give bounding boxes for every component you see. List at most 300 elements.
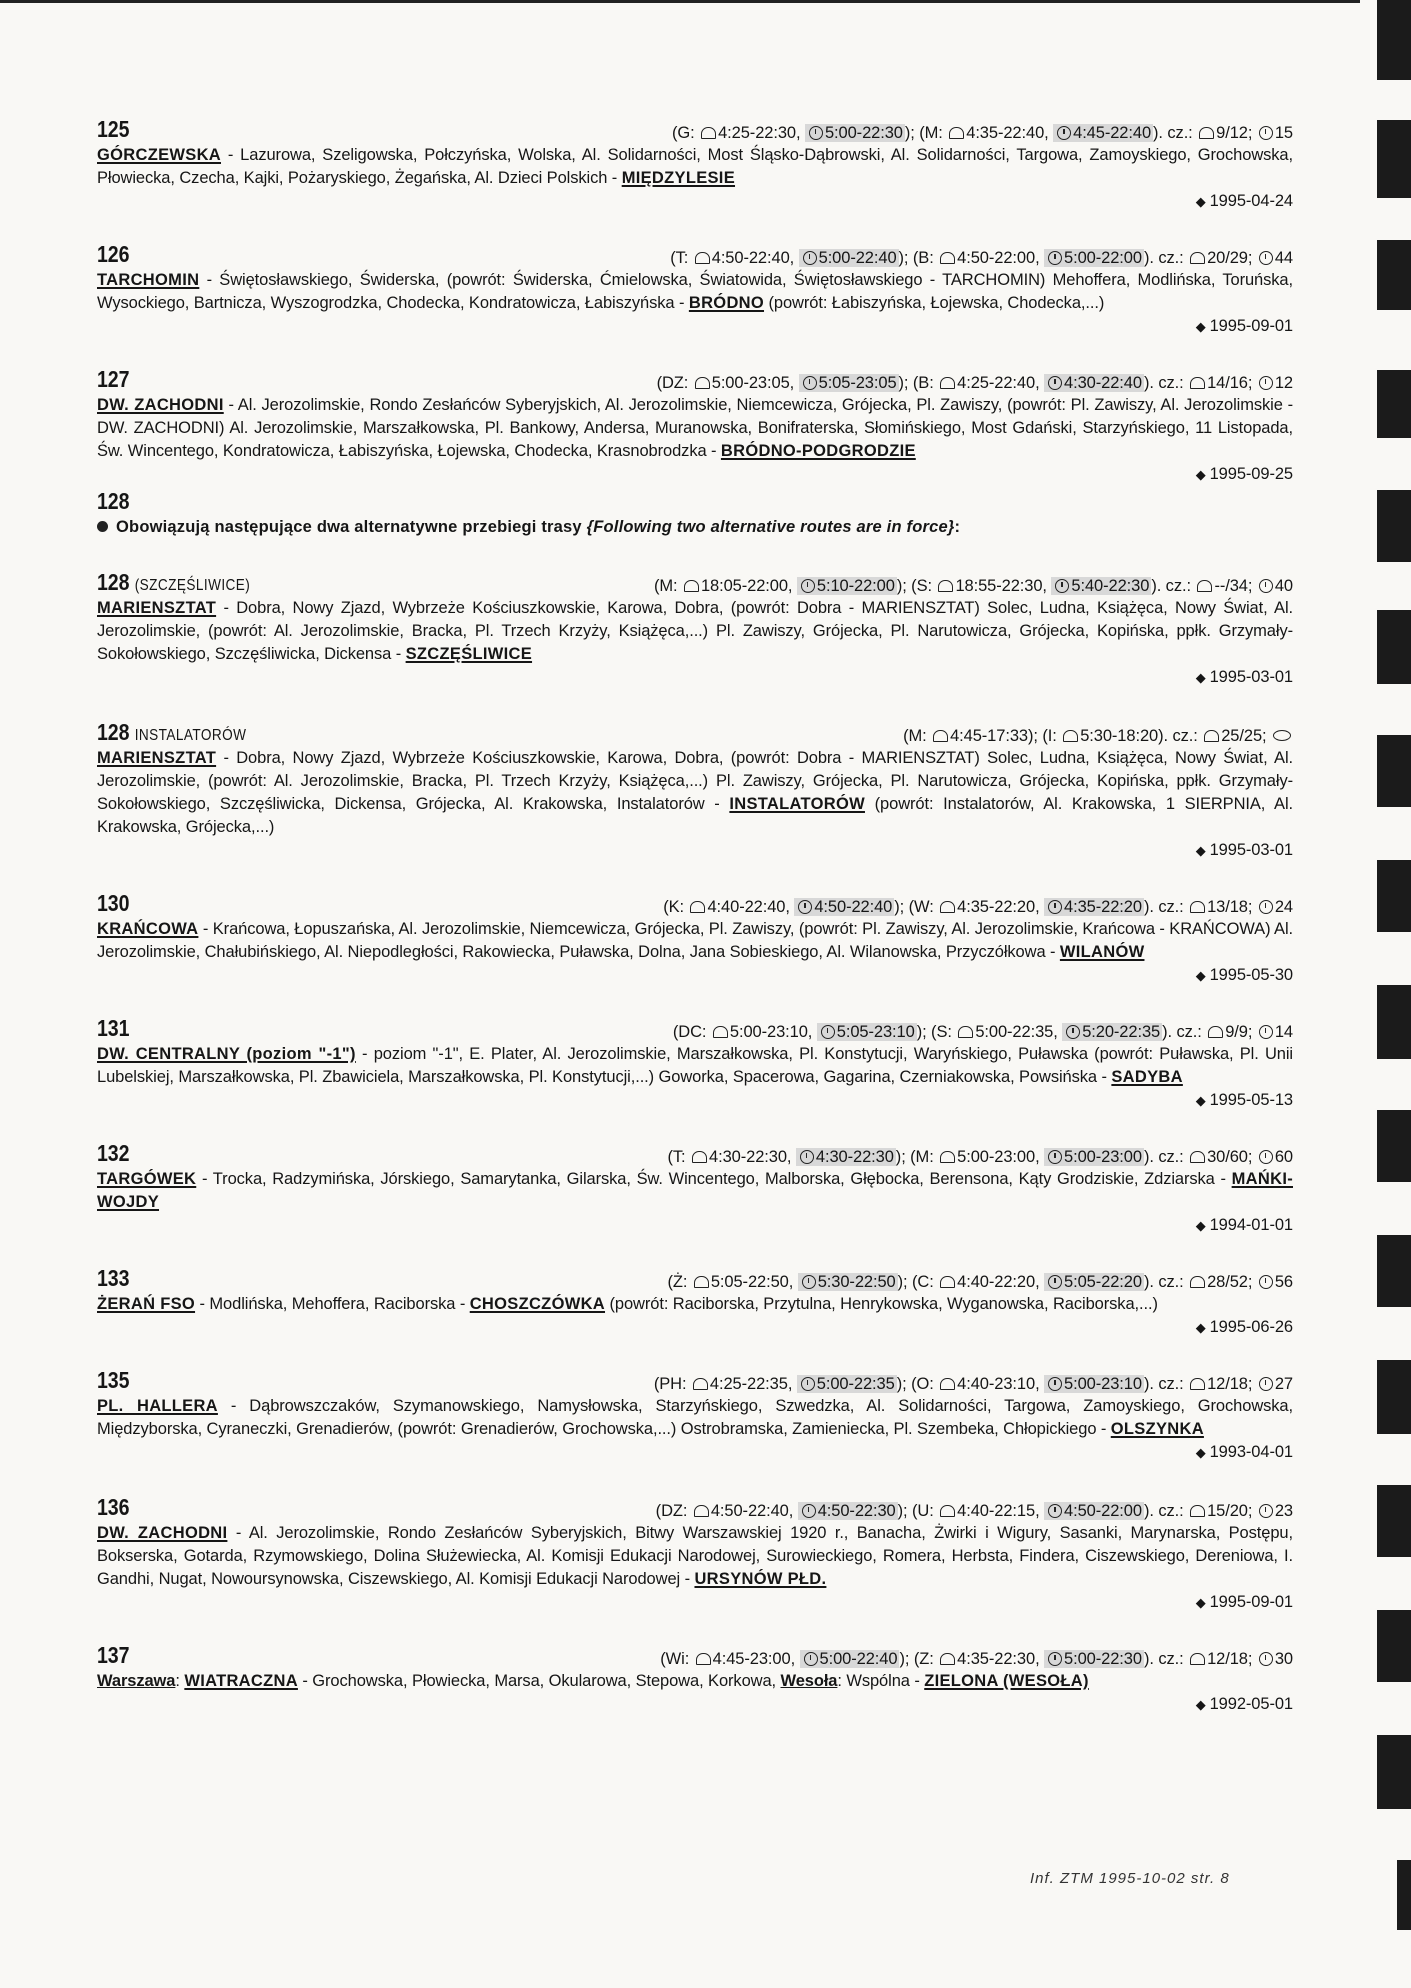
weekday-icon <box>1190 1276 1205 1288</box>
route-description <box>97 269 1293 315</box>
binding-tab <box>1377 490 1411 562</box>
frequency-label: ). cz.: <box>1143 249 1184 267</box>
weekday-icon <box>1190 1505 1205 1517</box>
route-number-text: 125 <box>97 116 130 142</box>
binding-tab <box>1377 1485 1411 1557</box>
holiday-icon <box>804 1652 818 1666</box>
terminus-end: MIĘDZYLESIE <box>621 169 736 187</box>
holiday-icon <box>1259 376 1273 390</box>
weekday-hours-1: 5:05-22:50, <box>710 1273 794 1291</box>
holiday-hours-1 <box>798 1502 898 1520</box>
holiday-hours-2 <box>1044 1650 1144 1668</box>
weekday-icon <box>684 580 699 592</box>
weekday-icon <box>940 1653 955 1665</box>
weekday-hours-2: 4:35-22:40, <box>966 124 1049 142</box>
route-number <box>97 1496 129 1519</box>
weekday-icon <box>692 1151 707 1163</box>
terminus-start: ŻERAŃ FSO <box>97 1295 196 1313</box>
frequency-weekday: 13/18; <box>1207 898 1253 916</box>
holiday-hours-text: 5:00-22:00 <box>1064 249 1142 267</box>
route-entry <box>97 719 1293 862</box>
route-number-text: 136 <box>97 1494 130 1520</box>
route-entry <box>97 1642 1293 1716</box>
terminus-end: OLSZYNKA <box>1110 1420 1204 1438</box>
binding-tab <box>1377 1235 1411 1307</box>
frequency-weekday: 12/18; <box>1207 1650 1253 1668</box>
frequency-info <box>654 1373 1293 1396</box>
weekday-hours-1: 4:50-22:40, <box>710 1502 794 1520</box>
frequency-holiday: 12 <box>1274 374 1293 392</box>
holiday-hours-text: 5:00-23:00 <box>1064 1148 1142 1166</box>
weekday-icon <box>1063 730 1078 742</box>
holiday-icon <box>1259 251 1273 265</box>
route-description <box>97 747 1293 839</box>
weekday-hours-2: 18:55-22:30, <box>955 577 1047 595</box>
route-header <box>97 116 1293 144</box>
depot-1: (DZ: <box>656 374 689 392</box>
depot-2: ); (M: <box>904 124 943 142</box>
weekday-icon <box>1199 127 1214 139</box>
route-description <box>97 1522 1293 1591</box>
frequency-holiday: 15 <box>1274 124 1293 142</box>
route-streets: - poziom "-1", E. Plater, Al. Jerozolimskie, Marszałkowska, Pl. Konstytucji, Waryńskiego, Puławska (powrót: Puławska, Pl. Unii Lubelskiej, Marszałkowska, Pl. Zbawiciela, Marszałkowska, Pl. Konstytucji,...) Goworka, Spacerowa, Gagarina, Czerniakowska, Powsińska - <box>97 1045 1294 1086</box>
effective-date <box>97 463 1293 486</box>
holiday-hours-text: 4:50-22:00 <box>1064 1502 1142 1520</box>
depot-1: (Wi: <box>660 1650 690 1668</box>
holiday-hours-1 <box>817 1023 917 1041</box>
holiday-icon <box>1259 1377 1273 1391</box>
frequency-info <box>654 575 1293 598</box>
depot-2: ); (B: <box>898 374 934 392</box>
diamond-icon: ◆ <box>1195 1218 1206 1233</box>
binding-tab <box>1377 370 1411 438</box>
no-holiday-service-icon <box>1273 730 1291 741</box>
holiday-hours-text: 4:35-22:20 <box>1064 898 1142 916</box>
holiday-hours-2 <box>1044 1502 1144 1520</box>
frequency-label: ). cz.: <box>1153 124 1193 142</box>
binding-tab <box>1377 240 1411 310</box>
territory-label: Wesoła <box>780 1672 838 1690</box>
frequency-holiday: 30 <box>1274 1650 1293 1668</box>
weekday-hours-2: 4:35-22:30, <box>957 1650 1040 1668</box>
weekday-hours-2: 4:40-23:10, <box>957 1375 1040 1393</box>
note-english: {Following two alternative routes are in force} <box>586 518 955 536</box>
terminus-start: TARGÓWEK <box>97 1170 197 1188</box>
holiday-hours-1 <box>794 898 894 916</box>
effective-date <box>97 1441 1293 1464</box>
note-header <box>97 488 1293 516</box>
route-streets: - Dobra, Nowy Zjazd, Wybrzeże Kościuszkowskie, Karowa, Dobra, (powrót: Dobra - MARIENSZTAT) Solec, Ludna, Książęca, Nowy Świat, Al. Jerozolimskie, (powrót: Al. Jerozolimskie, Bracka, Pl. Trzech Krzyży, Książęca,...) Pl. Zawiszy, Grójecka, Pl. Narutowicza, Grójecka, Kopińska, ppłk. Grzymały-Sokołowskiego, Szczęśliwicka, Dickensa, Grójecka, Al. Krakowska, Instalatorów - <box>97 749 1293 813</box>
route-header <box>97 890 1293 918</box>
weekday-hours-2: 5:30-18:20 <box>1080 727 1159 745</box>
holiday-hours-text: 5:05-22:20 <box>1064 1273 1142 1291</box>
route-streets: - Krańcowa, Łopuszańska, Al. Jerozolimskie, Niemcewicza, Grójecka, Pl. Zawiszy, (powrót: Pl. Zawiszy, Al. Jerozolimskie, Krańcowa - KRAŃCOWA) Al. Jerozolimskie, Chałubińskiego, Al. Niepodległości, Rakowiecka, Puławska, Dolna, Jana Sobieskiego, Al. Wilanowska, Przyczółkowa - <box>97 920 1293 961</box>
holiday-hours-text: 5:00-22:35 <box>816 1375 895 1393</box>
depot-2: ); (U: <box>897 1502 934 1520</box>
terminus-start: MARIENSZTAT <box>97 749 217 767</box>
holiday-hours-text: 5:05-23:10 <box>836 1023 915 1041</box>
route-return: : Wspólna - <box>837 1672 925 1690</box>
terminus-start: PL. HALLERA <box>97 1397 218 1415</box>
weekday-icon <box>940 1505 955 1517</box>
route-number-text: 128 <box>97 569 130 595</box>
weekday-icon <box>933 730 948 742</box>
frequency-holiday: 44 <box>1274 249 1293 267</box>
weekday-hours-1: 18:05-22:00, <box>700 577 793 595</box>
binding-tab <box>1377 0 1411 80</box>
frequency-weekday: 20/29; <box>1207 249 1253 267</box>
holiday-icon <box>1048 1150 1062 1164</box>
terminus-end: CHOSZCZÓWKA <box>469 1295 606 1313</box>
weekday-hours-2: 4:25-22:40, <box>957 374 1040 392</box>
holiday-icon <box>1048 1504 1062 1518</box>
effective-date-text: 1995-05-13 <box>1209 1091 1293 1109</box>
terminus-end: ZIELONA (WESOŁA) <box>924 1672 1089 1690</box>
frequency-label: ). cz.: <box>1143 374 1184 392</box>
terminus-start: DW. CENTRALNY (poziom "-1") <box>97 1045 356 1063</box>
binding-tab <box>1377 860 1411 932</box>
frequency-holiday: 23 <box>1274 1502 1293 1520</box>
frequency-holiday: 60 <box>1274 1148 1293 1166</box>
holiday-hours-text: 5:10-22:00 <box>816 577 895 595</box>
terminus-end: MAŃKI-WOJDY <box>97 1170 1293 1211</box>
holiday-icon <box>1259 579 1273 593</box>
holiday-hours-text: 4:45-22:40 <box>1073 124 1152 142</box>
territory-label: Warszawa <box>97 1672 176 1690</box>
route-number <box>97 118 129 141</box>
route-streets: - Świętosławskiego, Świderska, (powrót: Świderska, Ćmielowska, Światowida, Świętosławskiego - TARCHOMIN) Mehoffera, Modlińska, Toruńska, Wysockiego, Bartnicza, Wyszogrodzka, Chodecka, Kondratowicza, Łabiszyńska - <box>97 271 1293 312</box>
weekday-icon <box>940 1151 955 1163</box>
effective-date <box>97 1089 1293 1112</box>
holiday-hours-text: 5:00-22:40 <box>818 249 897 267</box>
route-entry <box>97 241 1293 338</box>
depot-2: ); (Z: <box>899 1650 934 1668</box>
frequency-weekday: 28/52; <box>1207 1273 1253 1291</box>
holiday-hours-text: 5:20-22:35 <box>1082 1023 1161 1041</box>
weekday-icon <box>695 252 710 264</box>
route-variant: (SZCZĘŚLIWICE) <box>134 577 251 594</box>
frequency-info <box>673 1021 1293 1044</box>
diamond-icon: ◆ <box>1195 319 1206 334</box>
weekday-icon <box>949 127 964 139</box>
route-header <box>97 241 1293 269</box>
frequency-info <box>903 725 1293 748</box>
route-header <box>97 1140 1293 1168</box>
effective-date-text: 1995-03-01 <box>1209 841 1293 859</box>
route-streets: - Lazurowa, Szeligowska, Połczyńska, Wolska, Al. Solidarności, Most Śląsko-Dąbrowski, Al. Solidarności, Targowa, Zamoyskiego, Grochowska, Płowiecka, Czecha, Kajki, Pożaryskiego, Żegańska, Al. Dzieci Polskich - <box>97 146 1293 187</box>
holiday-icon <box>809 126 823 140</box>
holiday-icon <box>802 1275 816 1289</box>
diamond-icon: ◆ <box>1195 843 1206 858</box>
terminus-end: BRÓDNO <box>688 294 765 312</box>
weekday-icon <box>1204 730 1219 742</box>
frequency-info <box>663 896 1293 919</box>
route-header <box>97 719 1293 747</box>
alternative-routes-note <box>97 488 1293 539</box>
holiday-icon <box>801 579 815 593</box>
holiday-icon <box>1259 1504 1273 1518</box>
diamond-icon: ◆ <box>1195 1093 1206 1108</box>
holiday-icon <box>800 1150 814 1164</box>
diamond-icon: ◆ <box>1195 670 1206 685</box>
weekday-icon <box>694 1505 709 1517</box>
frequency-info <box>670 247 1293 270</box>
route-number-text: 131 <box>97 1015 130 1041</box>
frequency-holiday: 27 <box>1274 1375 1293 1393</box>
frequency-weekday: 15/20; <box>1207 1502 1253 1520</box>
weekday-hours-1: 4:25-22:30, <box>718 124 801 142</box>
holiday-hours-1 <box>805 124 905 142</box>
route-return: (powrót: Instalatorów, Al. Krakowska, 1 SIERPNIA, Al. Krakowska, Grójecka,...) <box>97 795 1294 836</box>
route-number-text: 128 <box>97 719 130 745</box>
route-description: Warszawa: WIATRACZNA - Grochowska, Płowiecka, Marsa, Okularowa, Stepowa, Korkowa, Wesoła: Wspólna - ZIELONA (WESOŁA) <box>97 1672 1089 1690</box>
holiday-hours-text: 5:00-22:30 <box>1064 1650 1142 1668</box>
weekday-icon <box>690 901 705 913</box>
holiday-icon <box>1048 251 1062 265</box>
holiday-icon <box>821 1025 835 1039</box>
frequency-label: ). cz.: <box>1143 1650 1184 1668</box>
note-text <box>97 516 1293 539</box>
route-return: (powrót: Łabiszyńska, Łojewska, Chodecka,...) <box>764 294 1105 312</box>
route-streets: - Al. Jerozolimskie, Rondo Zesłańców Syberyjskich, Al. Jerozolimskie, Niemcewicza, Grójecka, Pl. Zawiszy, (powrót: Pl. Zawiszy, Al. Jerozolimskie - DW. ZACHODNI) Al. Jerozolimskie, Marszałkowska, Pl. Bankowy, Andersa, Muranowska, Bonifraterska, Słomińskiego, Most Gdański, Starzyńskiego, 11 Listopada, Św. Wincentego, Kondratowicza, Łabiszyńska, Łojewska, Chodecka, Krasnobrodzka - <box>97 396 1293 460</box>
weekday-icon <box>701 127 716 139</box>
top-edge-line <box>0 0 1360 3</box>
frequency-weekday: 30/60; <box>1207 1148 1253 1166</box>
holiday-icon <box>1048 1377 1062 1391</box>
depot-1: (K: <box>663 898 684 916</box>
frequency-label: ). cz.: <box>1151 577 1191 595</box>
effective-date <box>97 190 1293 213</box>
route-number <box>97 721 246 747</box>
route-streets: - Grochowska, Płowiecka, Marsa, Okularowa, Stepowa, Korkowa, <box>297 1672 781 1690</box>
holiday-icon <box>1259 1275 1273 1289</box>
depot-2: ); (M: <box>895 1148 934 1166</box>
weekday-icon <box>1190 901 1205 913</box>
holiday-icon <box>803 251 817 265</box>
frequency-info <box>672 122 1293 145</box>
diamond-icon: ◆ <box>1195 1320 1206 1335</box>
route-header <box>97 1642 1293 1670</box>
weekday-icon <box>940 1378 955 1390</box>
route-entry <box>97 1494 1293 1614</box>
holiday-icon <box>801 1377 815 1391</box>
effective-date <box>97 1693 1293 1716</box>
weekday-hours-1: 5:00-23:10, <box>729 1023 813 1041</box>
frequency-label: ). cz.: <box>1143 1502 1184 1520</box>
route-description <box>97 1043 1293 1089</box>
route-number <box>97 1142 129 1165</box>
note-polish: Obowiązują następujące dwa alternatywne przebiegi trasy <box>116 518 582 536</box>
route-streets: - Modlińska, Mehoffera, Raciborska - <box>195 1295 470 1313</box>
holiday-icon <box>1055 579 1069 593</box>
holiday-icon <box>1259 1652 1273 1666</box>
note-colon: : <box>954 518 961 536</box>
route-number-text: 132 <box>97 1140 130 1166</box>
holiday-icon <box>1259 900 1273 914</box>
terminus-end: WILANÓW <box>1059 943 1145 961</box>
effective-date-text: 1995-03-01 <box>1209 668 1293 686</box>
route-streets: - Al. Jerozolimskie, Rondo Zesłańców Syberyjskich, Bitwy Warszawskiej 1920 r., Banacha, Żwirki i Wigury, Sasanki, Marynarska, Postępu, Bokserska, Gotarda, Rzymowskiego, Dolina Służewiecka, Al. Komisji Edukacji Narodowej, Surowieckiego, Romera, Herbsta, Findera, Ciszewskiego, Dereniowa, I. Gandhi, Nugat, Nowoursynowska, Ciszewskiego, Al. Komisji Edukacji Narodowej - <box>97 1524 1293 1588</box>
depot-2: ); (W: <box>894 898 934 916</box>
depot-1: (T: <box>667 1148 686 1166</box>
route-streets: - Trocka, Radzymińska, Jórskiego, Samarytanka, Gilarska, Św. Wincentego, Malborska, Głębocka, Berensona, Kąty Grodziskie, Zdziarska - <box>196 1170 1232 1188</box>
depot-1: (G: <box>671 124 695 142</box>
effective-date-text: 1995-06-26 <box>1209 1318 1293 1336</box>
frequency-info <box>657 372 1293 395</box>
holiday-hours-1 <box>796 1148 896 1166</box>
weekday-hours-1: 4:50-22:40, <box>711 249 795 267</box>
frequency-label: ). cz.: <box>1143 1375 1184 1393</box>
holiday-hours-2 <box>1053 124 1153 142</box>
route-description <box>97 1395 1293 1441</box>
weekday-hours-2: 4:40-22:20, <box>957 1273 1040 1291</box>
route-header <box>97 1015 1293 1043</box>
binding-tab <box>1377 985 1411 1059</box>
route-number <box>97 490 129 513</box>
depot-2: ); (S: <box>916 1023 952 1041</box>
binding-tab <box>1377 735 1411 807</box>
route-entry <box>97 1015 1293 1112</box>
route-number-text: 135 <box>97 1367 130 1393</box>
route-description <box>97 1293 1293 1316</box>
effective-date <box>97 1591 1293 1614</box>
depot-2: ); (O: <box>896 1375 934 1393</box>
weekday-hours-1: 4:45-23:00, <box>712 1650 796 1668</box>
weekday-icon <box>1190 1378 1205 1390</box>
diamond-icon: ◆ <box>1195 194 1206 209</box>
frequency-info <box>660 1648 1293 1671</box>
route-header <box>97 1265 1293 1293</box>
terminus-end: INSTALATORÓW <box>729 795 865 813</box>
route-entry <box>97 1367 1293 1464</box>
weekday-icon <box>696 1653 711 1665</box>
terminus-start: DW. ZACHODNI <box>97 1524 228 1542</box>
binding-tab <box>1377 1735 1411 1809</box>
terminus-end: BRÓDNO-PODGRODZIE <box>720 442 916 460</box>
holiday-hours-1 <box>797 577 897 595</box>
holiday-icon <box>1259 126 1273 140</box>
depot-1: (M: <box>903 727 927 745</box>
route-number <box>97 243 129 266</box>
route-number-text: 130 <box>97 890 130 916</box>
page-footer: Inf. ZTM 1995-10-02 str. 8 <box>1030 1870 1230 1887</box>
holiday-hours-text: 4:50-22:30 <box>817 1502 896 1520</box>
route-entry <box>97 116 1293 213</box>
holiday-hours-text: 5:05-23:05 <box>818 374 897 392</box>
frequency-holiday: 24 <box>1274 898 1293 916</box>
effective-date <box>97 964 1293 987</box>
frequency-weekday: 9/12; <box>1216 124 1253 142</box>
holiday-hours-2 <box>1044 898 1144 916</box>
terminus-start: MARIENSZTAT <box>97 599 217 617</box>
frequency-label: ). cz.: <box>1162 1023 1202 1041</box>
holiday-icon <box>1048 900 1062 914</box>
binding-tab <box>1377 1610 1411 1682</box>
weekday-icon <box>940 1276 955 1288</box>
holiday-icon <box>798 900 812 914</box>
weekday-icon <box>940 901 955 913</box>
holiday-hours-2 <box>1044 1375 1144 1393</box>
route-entry <box>97 366 1293 486</box>
weekday-icon <box>1190 252 1205 264</box>
weekday-hours-1: 4:40-22:40, <box>707 898 790 916</box>
holiday-hours-1 <box>799 249 899 267</box>
weekday-hours-1: 4:30-22:30, <box>709 1148 792 1166</box>
depot-2: ); (I: <box>1027 727 1057 745</box>
depot-1: (DC: <box>672 1023 707 1041</box>
weekday-icon <box>1190 1653 1205 1665</box>
binding-tab <box>1377 610 1411 684</box>
route-variant: INSTALATORÓW <box>134 727 247 744</box>
route-number-text: 137 <box>97 1642 130 1668</box>
holiday-hours-2 <box>1044 1148 1144 1166</box>
route-streets: - Dąbrowszczaków, Szymanowskiego, Namysłowska, Starzyńskiego, Szwedzka, Al. Solidarności, Targowa, Zamoyskiego, Grochowska, Międzyborska, Cyraneczki, Grenadierów, (powrót: Grenadierów, Grochowska,...) Ostrobramska, Zamieniecka, Pl. Szembeka, Chłopickiego - <box>97 1397 1293 1438</box>
diamond-icon: ◆ <box>1195 467 1206 482</box>
route-header <box>97 569 1293 597</box>
effective-date <box>97 839 1293 862</box>
ring-binding <box>1367 0 1411 1988</box>
holiday-hours-2 <box>1044 374 1144 392</box>
route-number-text: 127 <box>97 366 130 392</box>
holiday-hours-1 <box>798 1273 898 1291</box>
route-description <box>97 394 1293 463</box>
frequency-label: ). cz.: <box>1158 727 1198 745</box>
frequency-label: ). cz.: <box>1143 898 1184 916</box>
route-header <box>97 1494 1293 1522</box>
route-number <box>97 368 129 391</box>
frequency-label: ). cz.: <box>1143 1148 1184 1166</box>
weekday-icon <box>940 252 955 264</box>
depot-1: (M: <box>653 577 678 595</box>
effective-date-text: 1992-05-01 <box>1209 1695 1293 1713</box>
holiday-hours-text: 5:00-23:10 <box>1064 1375 1142 1393</box>
diamond-icon: ◆ <box>1195 1697 1206 1712</box>
depot-2: ); (C: <box>897 1273 934 1291</box>
binding-tab <box>1377 1110 1411 1182</box>
weekday-icon <box>693 1378 708 1390</box>
terminus-start: TARCHOMIN <box>97 271 200 289</box>
route-number-text: 133 <box>97 1265 130 1291</box>
route-entry <box>97 1140 1293 1237</box>
depot-1: (T: <box>670 249 689 267</box>
weekday-hours-1: 4:45-17:33 <box>950 727 1028 745</box>
route-entry <box>97 1265 1293 1339</box>
frequency-weekday: 9/9; <box>1225 1023 1253 1041</box>
route-header <box>97 1367 1293 1395</box>
route-streets: - Dobra, Nowy Zjazd, Wybrzeże Kościuszkowskie, Karowa, Dobra, (powrót: Dobra - MARIENSZTAT) Solec, Ludna, Książęca, Nowy Świat, Al. Jerozolimskie, (powrót: Al. Jerozolimskie, Bracka, Pl. Trzech Krzyży, Książęca,...) Pl. Zawiszy, Grójecka, Pl. Narutowicza, Grójecka, Kopińska, ppłk. Grzymały-Sokołowskiego, Szczęśliwicka, Dickensa - <box>97 599 1293 663</box>
frequency-holiday: 14 <box>1274 1023 1293 1041</box>
terminus-end: SADYBA <box>1111 1068 1183 1086</box>
depot-2: ); (B: <box>898 249 934 267</box>
effective-date-text: 1994-01-01 <box>1209 1216 1293 1234</box>
effective-date-text: 1995-05-30 <box>1209 966 1293 984</box>
holiday-icon <box>1048 376 1062 390</box>
holiday-icon <box>1066 1025 1080 1039</box>
holiday-hours-text: 5:00-22:40 <box>819 1650 898 1668</box>
terminus-end: URSYNÓW PŁD. <box>694 1570 827 1588</box>
depot-1: (PH: <box>653 1375 687 1393</box>
weekday-hours-2: 5:00-22:35, <box>975 1023 1058 1041</box>
frequency-weekday: --/34; <box>1214 577 1253 595</box>
weekday-icon <box>938 580 953 592</box>
weekday-icon <box>713 1026 728 1038</box>
effective-date <box>97 1316 1293 1339</box>
holiday-hours-1 <box>800 1650 900 1668</box>
route-description <box>97 1168 1293 1214</box>
holiday-hours-text: 4:30-22:40 <box>1064 374 1142 392</box>
depot-1: (Ż: <box>667 1273 688 1291</box>
route-description <box>97 918 1293 964</box>
